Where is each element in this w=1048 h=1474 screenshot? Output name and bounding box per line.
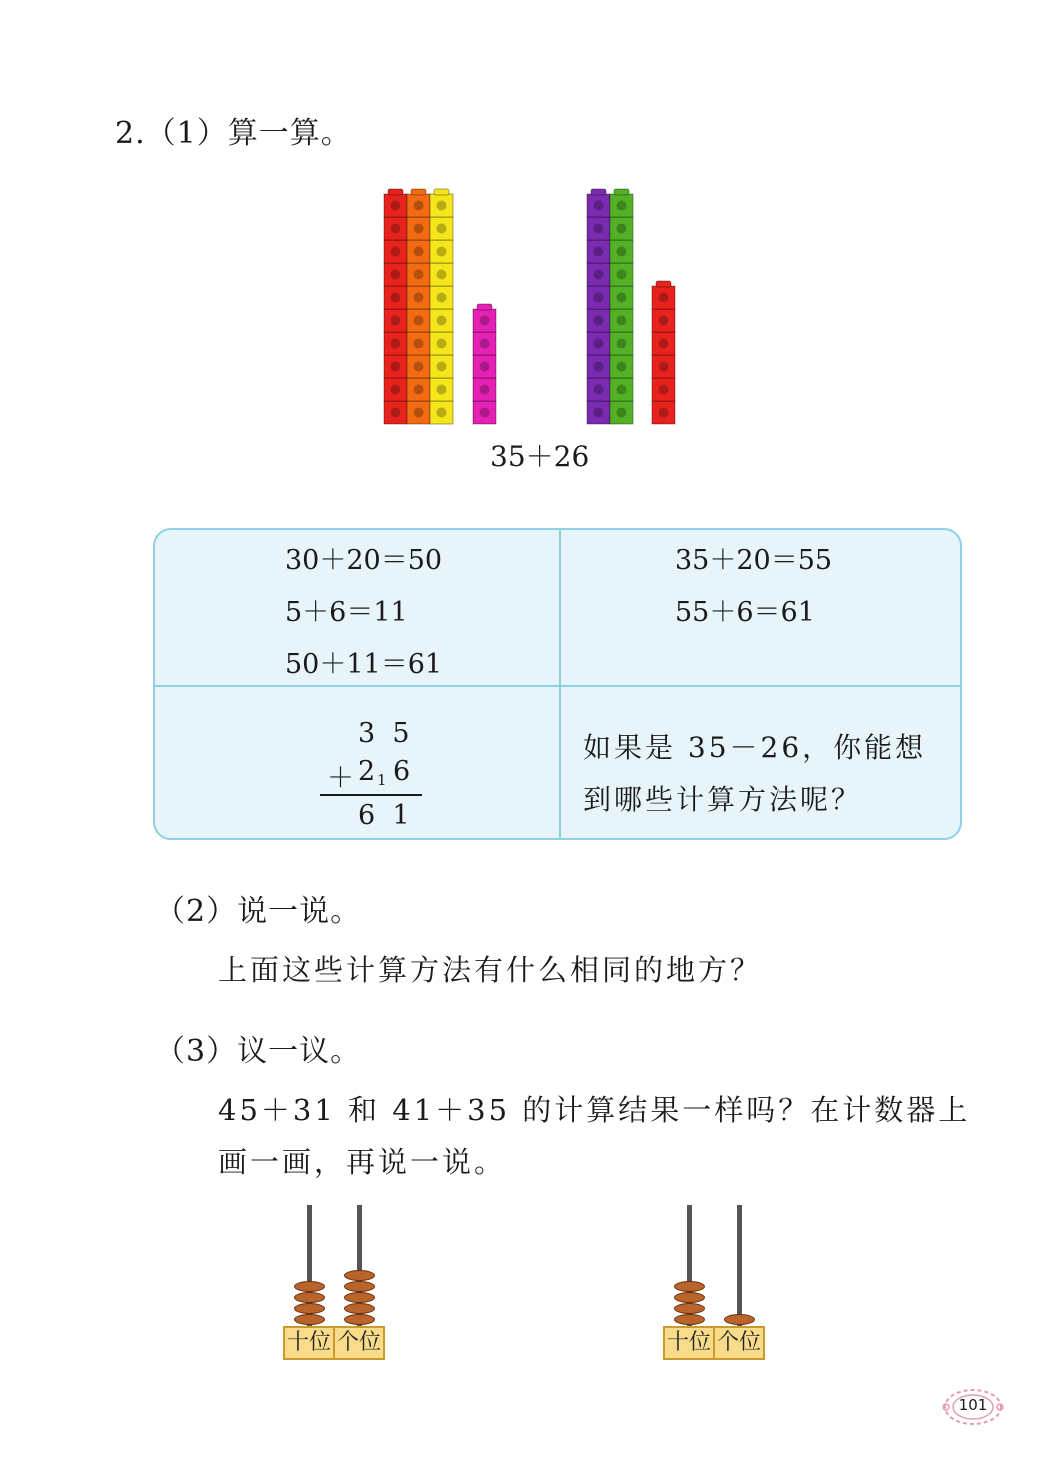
cube-dimple [437,201,447,211]
page-number: 101 [958,1396,988,1414]
cube-dimple [414,247,424,257]
abacus-counter-2 [663,1205,767,1361]
cube-dimple [617,247,627,257]
abacus-bead [294,1281,325,1292]
cube-dimple [480,385,490,395]
cube-dimple [659,293,669,303]
cube-dimple [391,385,401,395]
method2-line2: 55＋6＝61 [675,597,815,628]
subtraction-prompt-line2: 到哪些计算方法呢？ [583,783,863,816]
cube-dimple [391,270,401,280]
cube-top-knob [411,189,426,195]
abacus2-ones-label: 个位 [713,1326,765,1360]
methods-table [153,528,962,840]
cube-dimple [659,316,669,326]
cube-top-knob [591,189,606,195]
abacus-bead [674,1281,705,1292]
abacus1-tens-beads [294,1205,326,1325]
abacus-counter-1 [283,1205,387,1361]
abacus-bead [294,1314,325,1325]
cube-dimple [391,201,401,211]
cube-dimple [617,316,627,326]
cube-dimple [659,408,669,418]
subtraction-prompt-line1: 如果是 35－26，你能想 [583,731,927,764]
cube-dimple [391,362,401,372]
cube-dimple [594,270,604,280]
linking-cubes-illustration [380,178,690,428]
abacus2-tens-beads [674,1205,706,1325]
abacus-bead [344,1303,375,1314]
vertical-row1: 3 5 [358,718,410,749]
cube-dimple [617,201,627,211]
method2-line1: 35＋20＝55 [675,545,833,576]
cube-dimple [617,362,627,372]
cube-dimple [437,362,447,372]
cube-top-knob [434,189,449,195]
cube-dimple [414,385,424,395]
cube-dimple [480,339,490,349]
cube-dimple [414,316,424,326]
abacus-bead [674,1314,705,1325]
vertical-result: 6 1 [358,800,410,831]
abacus1-tens-label: 十位 [283,1326,335,1360]
cube-dimple [617,339,627,349]
part2-question-text: 上面这些计算方法有什么相同的地方？ [218,953,763,987]
vertical-row2-ones: 6 [393,756,411,787]
cube-dimple [414,293,424,303]
cube-dimple [594,293,604,303]
vertical-sum-line [320,794,422,796]
table-divider-horizontal [155,685,962,687]
question-title-part1: 2.（1）算一算。 [115,116,352,151]
cube-top-knob [656,281,671,287]
cube-dimple [437,316,447,326]
cube-dimple [659,362,669,372]
cube-dimple [414,362,424,372]
cube-dimple [437,247,447,257]
cube-dimple [617,408,627,418]
cube-top-knob [614,189,629,195]
cube-dimple [617,270,627,280]
abacus-bead [674,1303,705,1314]
part3-question-line2: 画一画，再说一说。 [218,1145,507,1179]
cube-dimple [437,408,447,418]
abacus-bead [344,1281,375,1292]
part3-question-line1: 45＋31 和 41＋35 的计算结果一样吗？在计数器上 [218,1093,971,1127]
vertical-plus-sign: ＋ [327,763,354,794]
cube-dimple [391,339,401,349]
abacus-bead [344,1270,375,1281]
cube-dimple [391,316,401,326]
cube-dimple [414,201,424,211]
abacus-bead [724,1314,755,1325]
abacus-bead [674,1292,705,1303]
cube-dimple [414,408,424,418]
cube-dimple [594,408,604,418]
cube-dimple [437,293,447,303]
cube-dimple [391,224,401,234]
cube-dimple [414,224,424,234]
vertical-carry-mark: 1 [377,771,387,789]
cube-dimple [594,362,604,372]
abacus2-tens-label: 十位 [663,1326,715,1360]
cube-dimple [594,247,604,257]
cube-dimple [391,408,401,418]
abacus1-ones-beads [344,1205,376,1325]
cube-dimple [594,201,604,211]
vertical-row2-tens: 2 [358,756,376,787]
page-number-badge [942,1386,1004,1428]
cube-dimple [594,224,604,234]
abacus1-ones-label: 个位 [333,1326,385,1360]
abacus2-ones-beads [724,1205,756,1325]
cube-top-knob [477,304,492,310]
cube-dimple [480,316,490,326]
method1-line1: 30＋20＝50 [285,545,443,576]
cube-dimple [594,385,604,395]
cube-dimple [617,224,627,234]
cube-dimple [480,408,490,418]
cube-dimple [414,270,424,280]
cube-dimple [414,339,424,349]
question-title-part2: （2）说一说。 [155,894,362,929]
cube-dimple [594,339,604,349]
addition-caption: 35＋26 [490,440,590,473]
cube-dimple [437,270,447,280]
cube-dimple [659,339,669,349]
cube-dimple [437,339,447,349]
cube-dimple [594,316,604,326]
cube-dimple [480,362,490,372]
cube-dimple [391,293,401,303]
cube-dimple [437,224,447,234]
question-title-part3: （3）议一议。 [155,1034,362,1069]
cube-top-knob [388,189,403,195]
method1-line3: 50＋11＝61 [285,649,443,680]
abacus-bead [294,1292,325,1303]
abacus-bead [344,1314,375,1325]
cube-dimple [617,293,627,303]
abacus-bead [344,1292,375,1303]
method1-line2: 5＋6＝11 [285,597,408,628]
cube-dimple [437,385,447,395]
cube-dimple [617,385,627,395]
cube-dimple [391,247,401,257]
abacus-bead [294,1303,325,1314]
cube-dimple [659,385,669,395]
